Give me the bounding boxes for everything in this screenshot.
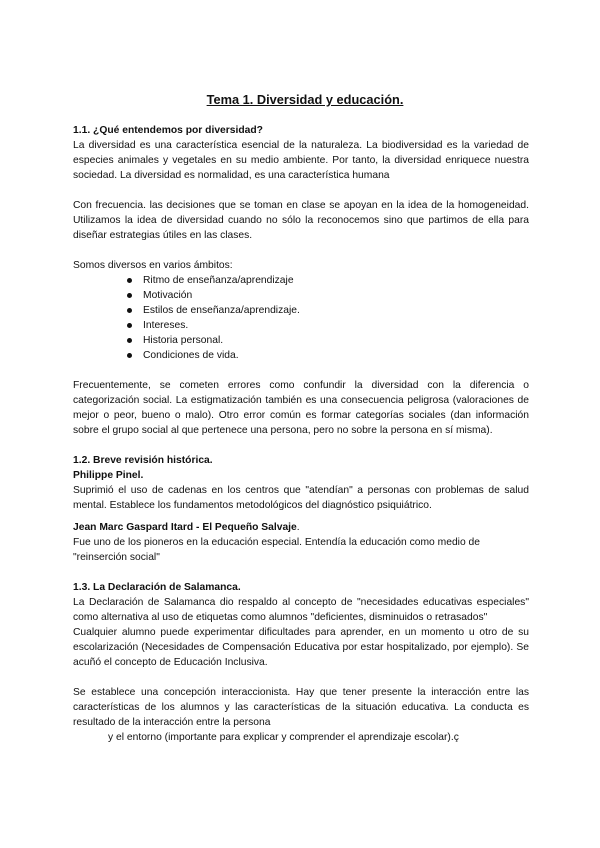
section-1-heading: 1.1. ¿Qué entendemos por diversidad? bbox=[73, 125, 263, 136]
list-item: Motivación bbox=[127, 288, 529, 303]
section-3-paragraph-1: La Declaración de Salamanca dio respaldo al concepto de "necesidades educativas especiales" como alternativa al uso de etiquetas como alumnos "deficientes, disminuidos o retrasados" bbox=[73, 597, 529, 623]
section-3-paragraph-3-continued: y el entorno (importante para explicar y comprender el aprendizaje escolar).ç bbox=[108, 732, 459, 743]
itard-name: Jean Marc Gaspard Itard - El Pequeño Salvaje bbox=[73, 522, 297, 533]
section-2-heading: 1.2. Breve revisión histórica. bbox=[73, 455, 213, 466]
section-3-paragraph-3: Se establece una concepción interaccionista. Hay que tener presente la interacción entre las características de los alumnos y las características de la situación educativa. La conducta es resultado de la interacción entre la persona bbox=[73, 687, 529, 728]
list-item: Historia personal. bbox=[127, 333, 529, 348]
list-item: Estilos de enseñanza/aprendizaje. bbox=[127, 303, 529, 318]
pinel-text: Suprimió el uso de cadenas en los centros que "atendían" a personas con problemas de salud mental. Establece los fundamentos metodológicos del diagnóstico psiquiátrico. bbox=[73, 485, 529, 511]
document-title: Tema 1. Diversidad y educación. bbox=[206, 92, 404, 107]
document-page bbox=[73, 92, 529, 745]
list-intro: Somos diversos en varios ámbitos: bbox=[73, 260, 233, 271]
section-1-paragraph-3: Frecuentemente, se cometen errores como confundir la diversidad con la diferencia o categorización social. La estigmatización también es una consecuencia peligrosa (valoraciones de mejor o peor, bueno o malo). Otro error común es formar categorías sociales (dan información sobre el grupo social al que pertenece una persona, pero no sobre la persona en sí misma). bbox=[73, 380, 529, 436]
ambitos-list bbox=[73, 273, 529, 363]
section-1-paragraph-1: La diversidad es una característica esencial de la naturaleza. La biodiversidad es la variedad de especies animales y vegetales en su medio ambiente. Por tanto, la diversidad enriquece nuestra sociedad. La diversidad es normalidad, es una característica humana bbox=[73, 140, 529, 181]
list-item: Condiciones de vida. bbox=[127, 348, 529, 363]
itard-text: Fue uno de los pioneros en la educación especial. Entendía la educación como medio de "reinserción social" bbox=[73, 537, 480, 563]
list-item: Ritmo de enseñanza/aprendizaje bbox=[127, 273, 529, 288]
section-1-paragraph-2: Con frecuencia. las decisiones que se toman en clase se apoyan en la idea de la homogeneidad. Utilizamos la idea de diversidad cuando no sólo la reconocemos sino que partimos de ella para diseñar estrategias útiles en las clases. bbox=[73, 200, 529, 241]
itard-heading-line bbox=[73, 520, 529, 535]
pinel-name: Philippe Pinel. bbox=[73, 470, 144, 481]
section-3-paragraph-2: Cualquier alumno puede experimentar dificultades para aprender, en un momento u otro de su escolarización (Necesidades de Compensación Educativa por estar hospitalizado, por ejemplo). Se acuñó el concepto de Educación Inclusiva. bbox=[73, 627, 529, 668]
section-3-heading: 1.3. La Declaración de Salamanca. bbox=[73, 582, 241, 593]
itard-dot: . bbox=[296, 522, 300, 533]
list-item: Intereses. bbox=[127, 318, 529, 333]
